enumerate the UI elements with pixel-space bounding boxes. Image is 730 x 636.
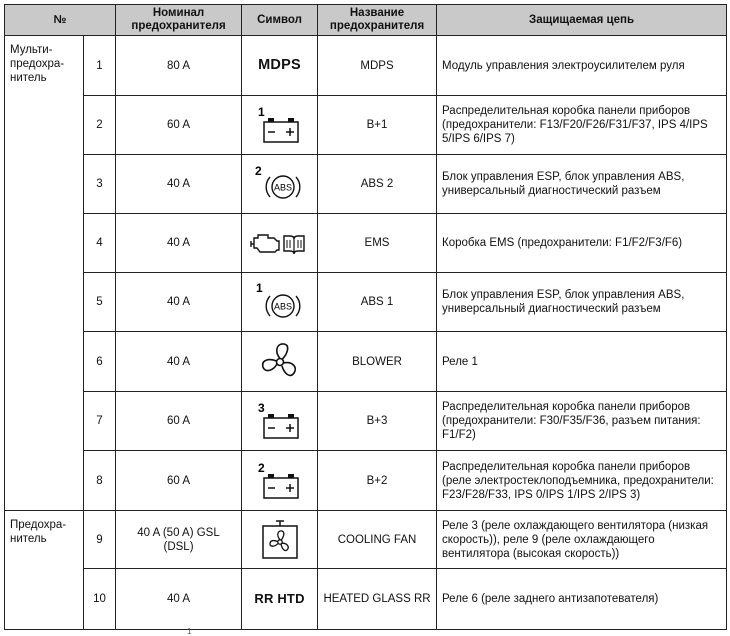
symbol-cell [242,36,318,96]
header-circuit: Защищаемая цепь [437,5,727,36]
table-row [5,214,727,273]
row-rating: 40 A [116,273,242,332]
row-circuit: Модуль управления электроусилителем руля [437,36,727,96]
header-num: № [5,5,116,36]
row-rating: 80 A [116,36,242,96]
row-name: BLOWER [318,332,437,392]
row-num: 3 [84,155,116,214]
symbol-index: 1 [255,281,263,295]
row-num: 8 [84,451,116,511]
footer-mark: 1 [187,627,192,636]
symbol-index: 2 [254,164,262,178]
table-row [5,96,727,155]
row-num: 2 [84,96,116,155]
symbol-cell [242,451,318,511]
row-name: ABS 1 [318,273,437,332]
table-row [5,332,727,392]
row-name: HEATED GLASS RR [318,569,437,630]
row-name: MDPS [318,36,437,96]
table-row [5,155,727,214]
rr-htd-symbol: RR HTD [254,590,305,606]
row-num: 5 [84,273,116,332]
symbol-cell [242,155,318,214]
row-num: 9 [84,511,116,569]
symbol-cell [242,569,318,630]
row-circuit: Распределительная коробка панели приборов (предохранители: F30/F35/F36, разъем питания: F1/F2) [437,392,727,451]
header-name: Название предохранителя [318,5,437,36]
row-num: 10 [84,569,116,630]
row-rating: 60 A [116,451,242,511]
table-row [5,451,727,511]
row-rating: 40 A (50 A) GSL (DSL) [116,511,242,569]
symbol-cell [242,214,318,273]
symbol-cell [242,392,318,451]
battery-icon [249,461,311,501]
abs-label: ABS [273,301,292,312]
engine-book-icon [248,228,312,258]
battery-icon [249,401,311,441]
symbol-cell [242,332,318,392]
symbol-cell [242,96,318,155]
row-rating: 40 A [116,332,242,392]
row-circuit: Распределительная коробка панели приборов (предохранители: F13/F20/F26/F31/F37, IPS 4/IPS 5/IPS 6/IPS 7) [437,96,727,155]
group-label-multi: Мульти-предохра-нитель [5,36,84,511]
symbol-index: 3 [257,401,265,415]
abs-icon [249,280,311,324]
row-name: EMS [318,214,437,273]
row-circuit: Реле 1 [437,332,727,392]
row-circuit: Коробка EMS (предохранители: F1/F2/F3/F6) [437,214,727,273]
table-row [5,569,727,630]
row-name: B+1 [318,96,437,155]
row-circuit: Блок управления ESP, блок управления ABS, универсальный диагностический разъем [437,155,727,214]
abs-icon [249,163,311,205]
row-rating: 40 A [116,155,242,214]
row-num: 7 [84,392,116,451]
group-label-fuse: Предохра-нитель [5,511,84,630]
table-row [5,511,727,569]
fuse-table [4,4,727,630]
row-name: B+3 [318,392,437,451]
symbol-index: 2 [257,460,265,475]
table-row [5,273,727,332]
row-rating: 60 A [116,96,242,155]
row-name: ABS 2 [318,155,437,214]
symbol-index: 1 [257,105,265,119]
row-num: 6 [84,332,116,392]
cooling-fan-icon [255,517,305,563]
row-rating: 60 A [116,392,242,451]
row-circuit: Реле 6 (реле заднего антизапотевателя) [437,569,727,630]
table-row [5,36,727,96]
row-name: B+2 [318,451,437,511]
header-rating: Номинал предохранителя [116,5,242,36]
row-rating: 40 A [116,214,242,273]
table-row [5,392,727,451]
row-circuit: Распределительная коробка панели приборов (реле электростеклоподъемника, предохранители: F23/F28/F33, IPS 0/IPS 1/IPS 2/IPS 3) [437,451,727,511]
header-symbol: Символ [242,5,318,36]
row-num: 1 [84,36,116,96]
row-circuit: Блок управления ESP, блок управления ABS, универсальный диагностический разъем [437,273,727,332]
abs-label: ABS [273,182,292,193]
fan-icon [255,339,305,385]
row-circuit: Реле 3 (реле охлаждающего вентилятора (низкая скорость)), реле 9 (реле охлаждающего вентилятора (высокая скорость)) [437,511,727,569]
battery-icon [249,105,311,145]
symbol-cell [242,273,318,332]
header-row [5,5,727,36]
row-num: 4 [84,214,116,273]
mdps-symbol: MDPS [258,57,301,73]
row-name: COOLING FAN [318,511,437,569]
symbol-cell [242,511,318,569]
row-rating: 40 A [116,569,242,630]
